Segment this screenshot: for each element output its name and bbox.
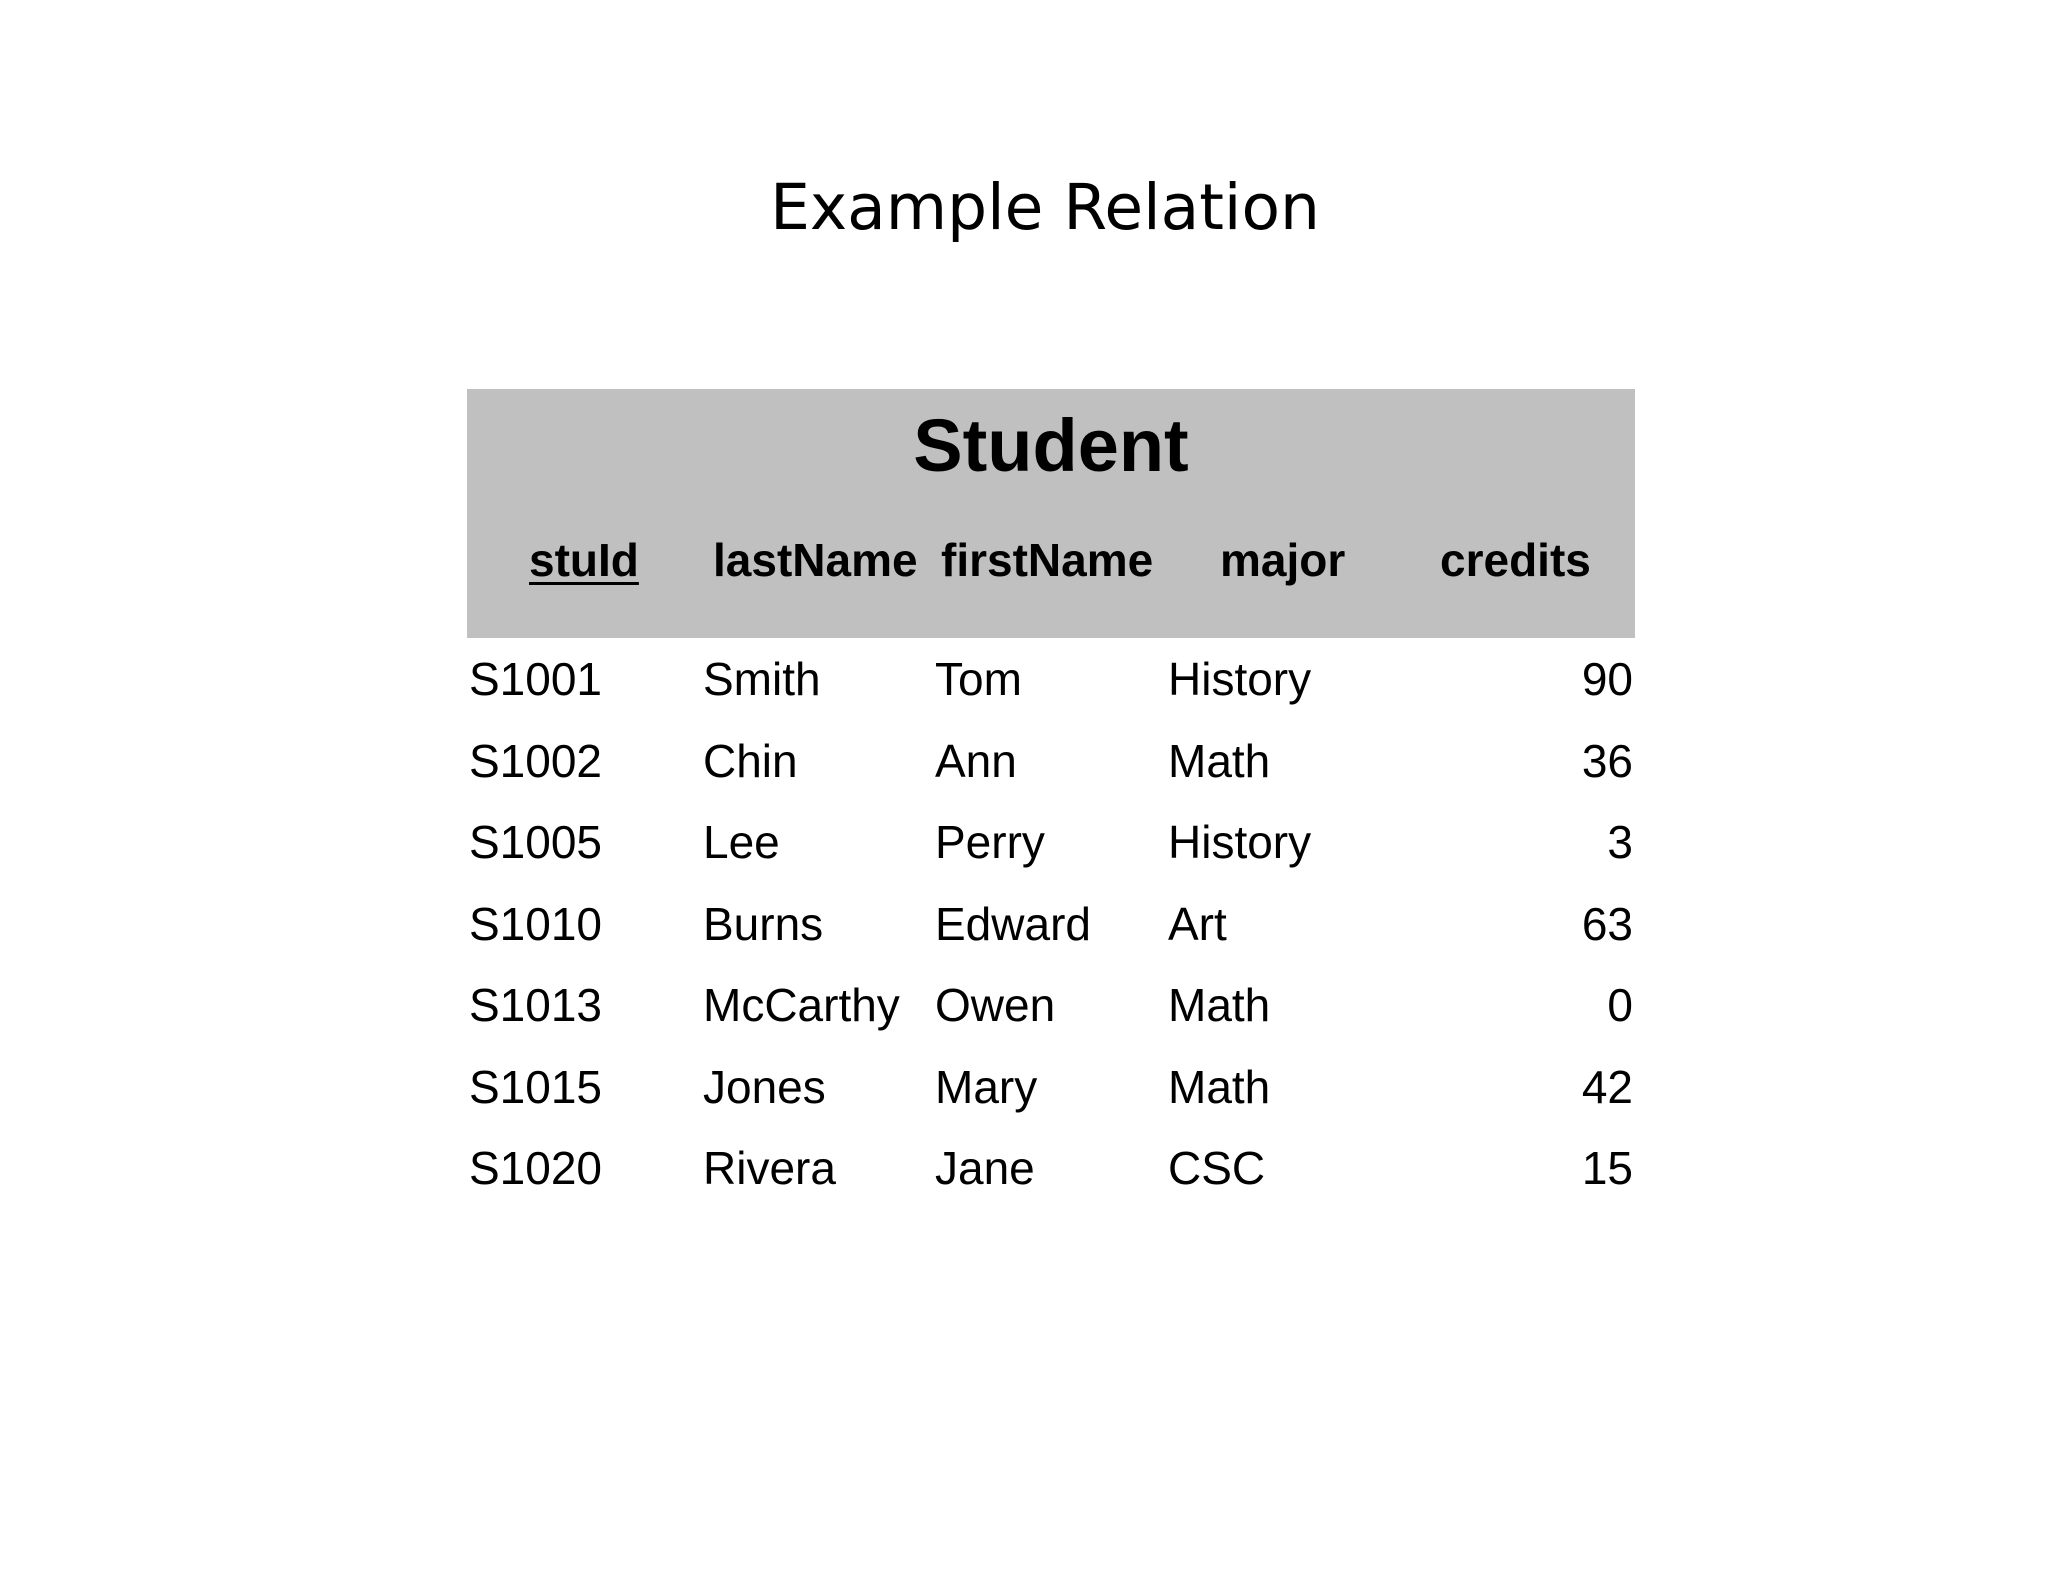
column-header-stuid: stuId (529, 534, 639, 586)
cell-credits: 0 (1607, 979, 1633, 1031)
cell-firstname: Jane (935, 1142, 1035, 1194)
cell-firstname: Ann (935, 734, 1017, 787)
cell-stuid: S1010 (469, 897, 603, 950)
column-header-major: major (1220, 534, 1346, 586)
cell-credits: 15 (1581, 1142, 1633, 1194)
cell-credits: 42 (1581, 1060, 1633, 1113)
table-row (467, 970, 1635, 1052)
cell-major: Art (1168, 897, 1227, 950)
cell-credits: 3 (1607, 816, 1633, 868)
table-row (467, 726, 1635, 808)
cell-lastname: Jones (703, 1060, 826, 1113)
relation-rows (467, 644, 1635, 1215)
column-header-credits: credits (1440, 534, 1591, 586)
cell-major: Math (1168, 734, 1271, 787)
cell-firstname: Mary (935, 1060, 1038, 1113)
table-row (467, 807, 1635, 889)
cell-major: Math (1168, 979, 1271, 1031)
table-row (467, 1133, 1635, 1215)
column-header-firstname: firstName (941, 534, 1154, 586)
cell-stuid: S1013 (469, 979, 603, 1031)
cell-credits: 36 (1581, 734, 1633, 787)
cell-firstname: Edward (935, 897, 1091, 950)
table-row (467, 644, 1635, 726)
table-row (467, 1052, 1635, 1134)
cell-credits: 90 (1581, 653, 1633, 705)
cell-credits: 63 (1581, 897, 1633, 950)
slide-title: Example Relation (770, 171, 1320, 244)
cell-stuid: S1005 (469, 816, 603, 868)
cell-lastname: Lee (703, 816, 780, 868)
cell-stuid: S1015 (469, 1060, 603, 1113)
cell-lastname: Burns (703, 897, 824, 950)
cell-major: CSC (1168, 1142, 1266, 1194)
cell-lastname: Rivera (703, 1142, 836, 1194)
cell-firstname: Perry (935, 816, 1045, 868)
cell-major: Math (1168, 1060, 1271, 1113)
cell-firstname: Tom (935, 653, 1022, 705)
relation-name: Student (913, 404, 1189, 487)
cell-firstname: Owen (935, 979, 1056, 1031)
cell-stuid: S1002 (469, 734, 603, 787)
cell-major: History (1168, 653, 1312, 705)
cell-lastname: Smith (703, 653, 821, 705)
table-row (467, 889, 1635, 971)
relation-header (467, 389, 1635, 638)
cell-stuid: S1020 (469, 1142, 603, 1194)
cell-lastname: Chin (703, 734, 798, 787)
cell-stuid: S1001 (469, 653, 603, 705)
cell-major: History (1168, 816, 1312, 868)
cell-lastname: McCarthy (703, 979, 900, 1031)
column-header-lastname: lastName (713, 534, 918, 586)
